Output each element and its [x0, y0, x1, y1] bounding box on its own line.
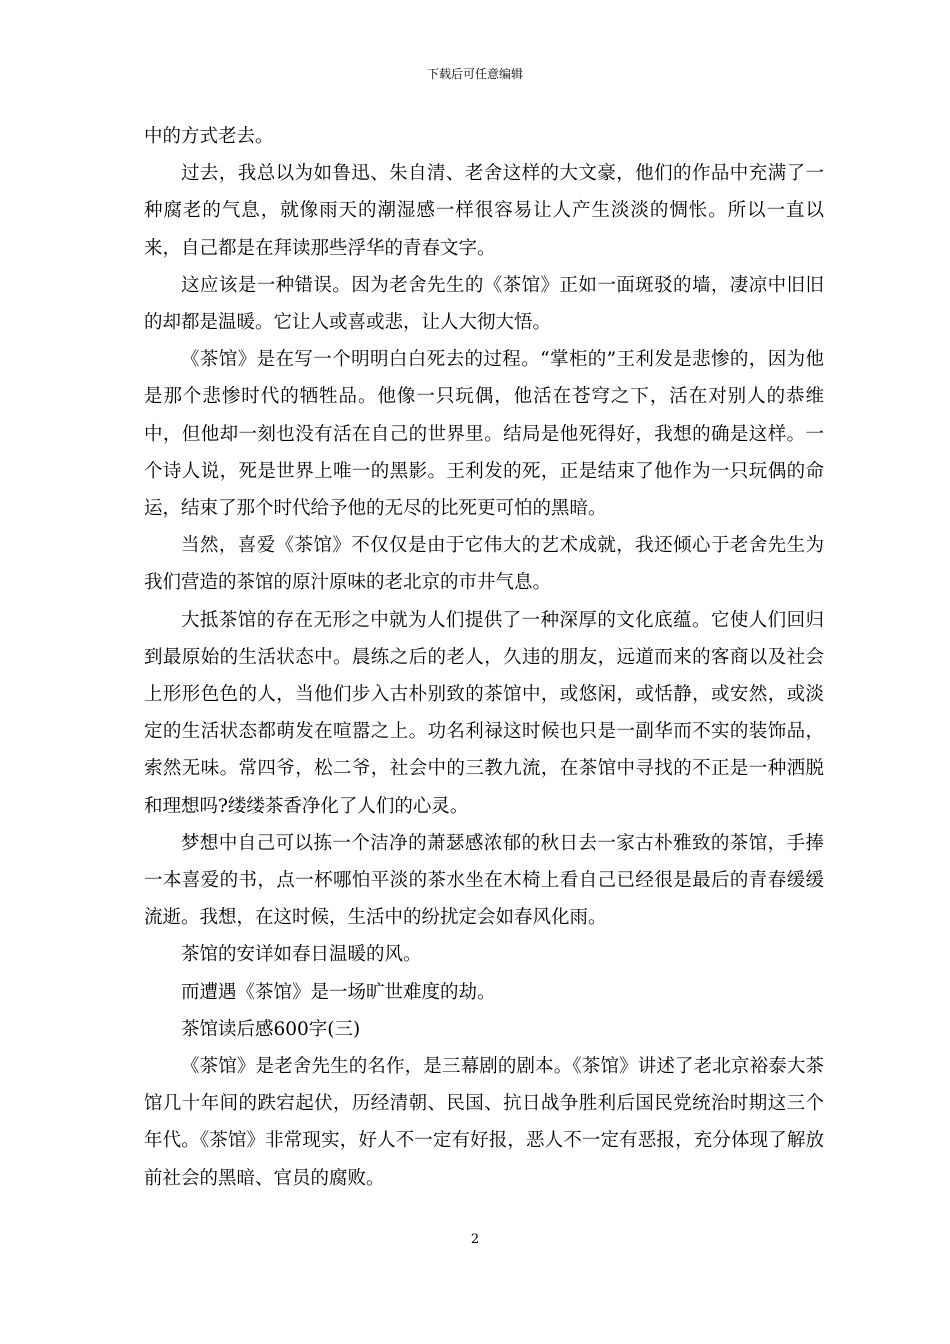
paragraph: 《茶馆》是老舍先生的名作，是三幕剧的剧本。《茶馆》讲述了老北京裕泰大茶馆几十年间的跌宕起伏，历经清朝、民国、抗日战争胜利后国民党统治时期这三个年代。《茶馆》非常现实，好人不一定有好报，恶人不一定有恶报，充分体现了解放前社会的黑暗、官员的腐败。 [144, 1056, 824, 1189]
paragraph: 当然，喜爱《茶馆》不仅仅是由于它伟大的艺术成就，我还倾心于老舍先生为我们营造的茶馆的原汁原味的老北京的市井气息。 [144, 535, 824, 594]
paragraph: 这应该是一种错误。因为老舍先生的《茶馆》正如一面斑驳的墙，凄凉中旧旧的却都是温暖。它让人或喜或悲，让人大彻大悟。 [144, 274, 824, 334]
page-number: 2 [470, 1232, 480, 1247]
paragraph: 《茶馆》是在写一个明明白白死去的过程。“掌柜的”王利发是悲惨的，因为他是那个悲惨时代的牺牲品。他像一只玩偶，他活在苍穹之下，活在对别人的恭维中，但他却一刻也没有活在自己的世界里。结局是他死得好，我想的确是这样。一个诗人说，死是世界上唯一的黑影。王利发的死，正是结束了他作为一只玩偶的命运，结束了那个时代给予他的无尽的比死更可怕的黑暗。 [144, 349, 824, 520]
paragraph: 梦想中自己可以拣一个洁净的萧瑟感浓郁的秋日去一家古朴雅致的茶馆，手捧一本喜爱的书，点一杯哪怕平淡的茶水坐在木椅上看自己已经很是最后的青春缓缓流逝。我想，在这时候，生活中的纷扰定会如春风化雨。 [144, 832, 824, 929]
paragraph: 而遭遇《茶馆》是一场旷世难度的劫。 [181, 981, 496, 1003]
paragraph: 过去，我总以为如鲁迅、朱自清、老舍这样的大文豪，他们的作品中充满了一种腐老的气息，就像雨天的潮湿感一样很容易让人产生淡淡的惆怅。所以一直以来，自己都是在拜读那些浮华的青春文字。 [144, 163, 824, 259]
page-header: 下载后可任意编辑 [426, 67, 523, 81]
paragraph: 中的方式老去。 [144, 126, 274, 147]
document-body [144, 118, 824, 1197]
section-heading: 茶馆读后感600字(三) [181, 1018, 361, 1040]
paragraph: 茶馆的安详如春日温暖的风。 [181, 944, 422, 966]
paragraph: 大抵茶馆的存在无形之中就为人们提供了一种深厚的文化底蕴。它使人们回归到最原始的生活状态中。晨练之后的老人，久违的朋友，远道而来的客商以及社会上形形色色的人，当他们步入古朴别致的茶馆中，或悠闲，或恬静，或安然，或淡定的生活状态都萌发在喧嚣之上。功名利禄这时候也只是一副华而不实的装饰品，索然无味。常四爷，松二爷，社会中的三教九流，在茶馆中寻找的不正是一种洒脱和理想吗?缕缕茶香净化了人们的心灵。 [144, 609, 824, 817]
